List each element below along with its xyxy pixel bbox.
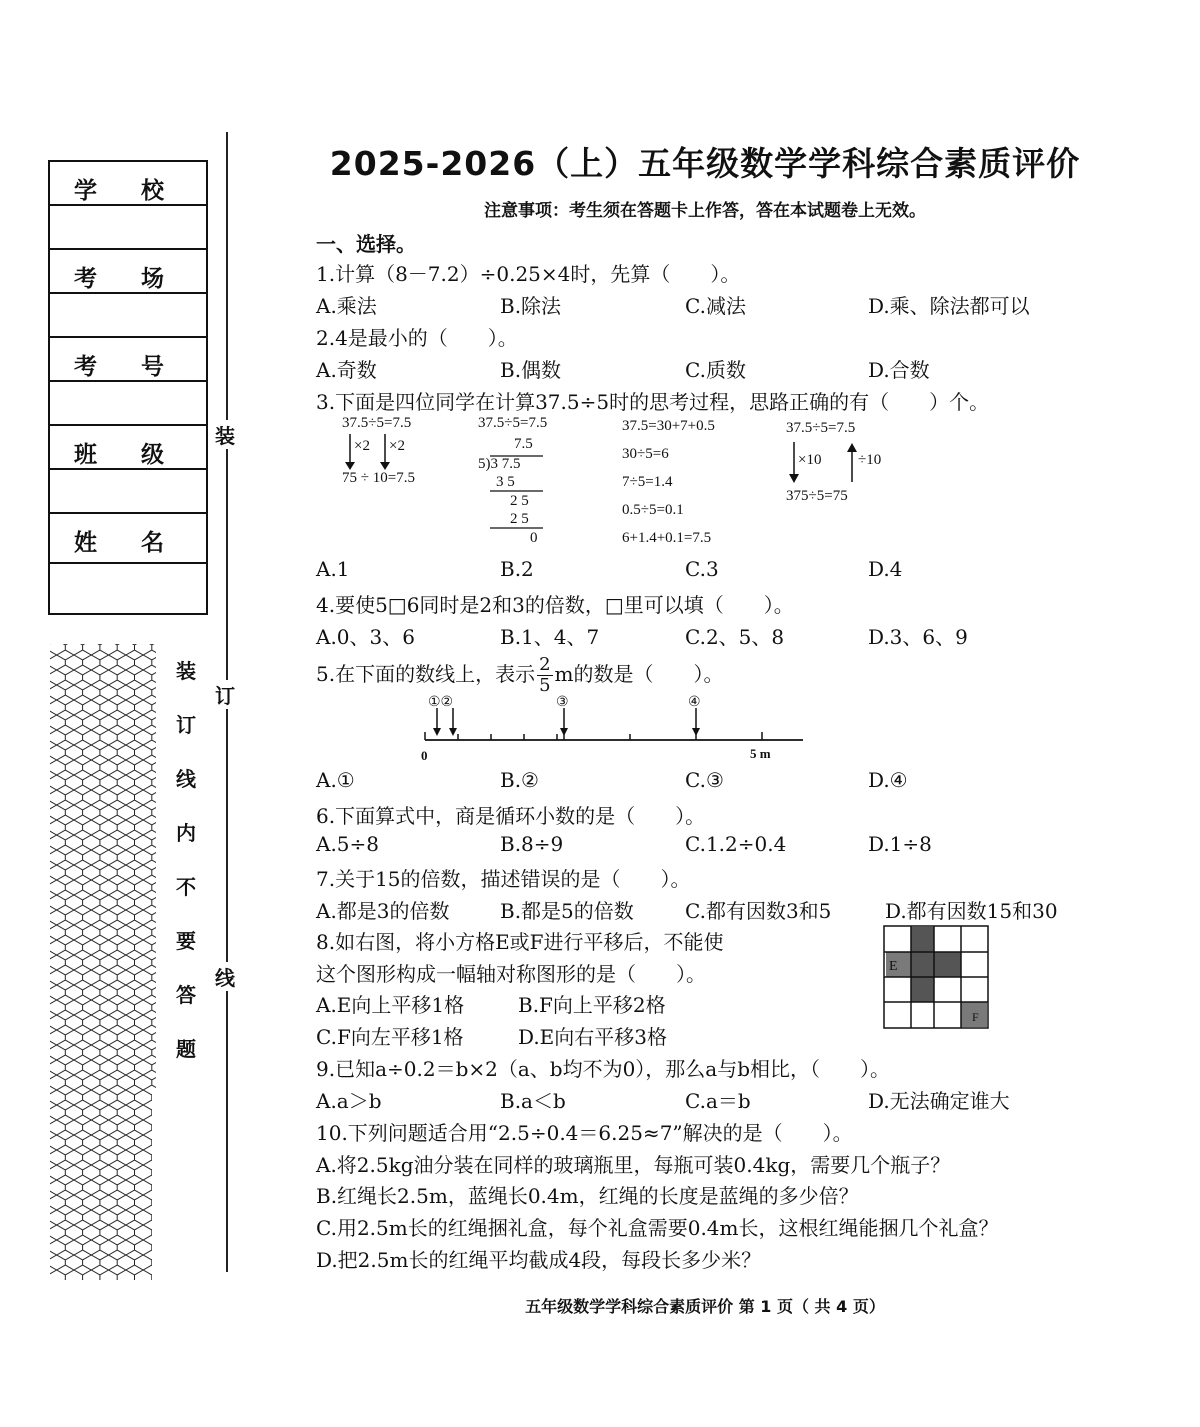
bind-char-7: 答 bbox=[176, 983, 196, 1007]
q2-stem: 2.4是最小的（ ）。 bbox=[316, 326, 518, 350]
q3-stem: 3.下面是四位同学在计算37.5÷5时的思考过程，思路正确的有（ ）个。 bbox=[316, 390, 990, 414]
q5-stem-post: m的数是（ ）。 bbox=[554, 662, 724, 686]
q9-option-d[interactable]: D.无法确定谁大 bbox=[868, 1089, 1010, 1113]
label-number: 考 号 bbox=[73, 354, 182, 380]
q7-stem: 7.关于15的倍数，描述错误的是（ ）。 bbox=[316, 867, 691, 891]
q3b-top: 37.5÷5=7.5 bbox=[478, 415, 548, 431]
q3d-div10: ÷10 bbox=[858, 452, 882, 468]
q7-option-c[interactable]: C.都有因数3和5 bbox=[685, 899, 832, 923]
q3a-x2-left: ×2 bbox=[354, 438, 370, 454]
student-info-box bbox=[48, 160, 208, 615]
q3-option-b[interactable]: B.2 bbox=[500, 557, 534, 581]
q3d-top: 37.5÷5=7.5 bbox=[786, 420, 856, 436]
q3c-line3: 7÷5=1.4 bbox=[622, 474, 673, 490]
q5-option-b[interactable]: B.② bbox=[500, 768, 539, 792]
label-room: 考 场 bbox=[73, 266, 182, 292]
margin-mark-3: 线 bbox=[215, 962, 235, 991]
q6-stem: 6.下面算式中，商是循环小数的是（ ）。 bbox=[316, 804, 706, 828]
margin-mark-1: 装 bbox=[215, 420, 235, 449]
q8-option-c[interactable]: C.F向左平移1格 bbox=[316, 1025, 464, 1049]
bind-char-1: 装 bbox=[176, 659, 196, 683]
q10-option-c[interactable]: C.用2.5m长的红绳捆礼盒，每个礼盒需要0.4m长，这根红绳能捆几个礼盒？ bbox=[316, 1216, 999, 1240]
q5-stem bbox=[316, 654, 724, 696]
q1-option-a[interactable]: A.乘法 bbox=[316, 294, 377, 318]
q3c-line5: 6+1.4+0.1=7.5 bbox=[622, 530, 712, 546]
bind-char-6: 要 bbox=[176, 929, 196, 953]
hex-pattern bbox=[48, 640, 228, 1280]
bind-char-5: 不 bbox=[176, 875, 196, 899]
q3c-line2: 30÷5=6 bbox=[622, 446, 669, 462]
q3a-x2-right: ×2 bbox=[389, 438, 405, 454]
q3d-bottom: 375÷5=75 bbox=[786, 488, 848, 504]
q4-stem: 4.要使5□6同时是2和3的倍数，□里可以填（ ）。 bbox=[316, 593, 794, 617]
q5-frac-den: 5 bbox=[539, 675, 551, 696]
q8-option-d[interactable]: D.E向右平移3格 bbox=[518, 1025, 668, 1049]
q8-stem-2: 这个图形构成一幅轴对称图形的是（ ）。 bbox=[316, 962, 706, 986]
numberline-end: 5 m bbox=[750, 746, 771, 761]
grid-label-e: E bbox=[889, 959, 898, 974]
q2-option-c[interactable]: C.质数 bbox=[685, 358, 746, 382]
q3b-dividend: 5)3 7.5 bbox=[478, 456, 521, 472]
q10-option-a[interactable]: A.将2.5kg油分装在同样的玻璃瓶里，每瓶可装0.4kg，需要几个瓶子？ bbox=[316, 1153, 951, 1177]
q2-option-a[interactable]: A.奇数 bbox=[316, 358, 377, 382]
bind-char-8: 题 bbox=[176, 1037, 196, 1061]
label-class: 班 级 bbox=[73, 442, 182, 468]
q1-stem: 1.计算（8－7.2）÷0.25×4时，先算（ ）。 bbox=[316, 262, 741, 286]
q3a-bottom: 75 ÷ 10=7.5 bbox=[342, 470, 415, 486]
q8-stem: 8.如右图，将小方格E或F进行平移后，不能使 bbox=[316, 930, 724, 954]
q3d-times10: ×10 bbox=[798, 452, 822, 468]
numberline-mark-12: ①② bbox=[428, 695, 454, 710]
q1-option-c[interactable]: C.减法 bbox=[685, 294, 746, 318]
q4-option-a[interactable]: A.0、3、6 bbox=[316, 625, 415, 649]
q5-fraction bbox=[537, 655, 552, 696]
q3a-top: 37.5÷5=7.5 bbox=[342, 415, 412, 431]
section-heading: 一、选择。 bbox=[316, 232, 416, 256]
q5-frac-num: 2 bbox=[539, 654, 551, 675]
label-name: 姓 名 bbox=[73, 530, 182, 556]
grid-label-f: F bbox=[972, 1010, 979, 1024]
info-blank-number[interactable] bbox=[50, 382, 206, 426]
q3b-step1: 3 5 bbox=[496, 474, 515, 490]
q3b-remainder: 0 bbox=[530, 530, 538, 546]
q5-option-a[interactable]: A.① bbox=[316, 768, 355, 792]
q3b-division-lines bbox=[478, 454, 548, 534]
q3-option-d[interactable]: D.4 bbox=[868, 557, 903, 581]
q4-option-d[interactable]: D.3、6、9 bbox=[868, 625, 968, 649]
numberline-mark-4: ④ bbox=[688, 695, 701, 710]
q1-option-b[interactable]: B.除法 bbox=[500, 294, 562, 318]
numberline-mark-3: ③ bbox=[556, 695, 569, 710]
q9-stem: 9.已知a÷0.2＝b×2（a、b均不为0），那么a与b相比，（ ）。 bbox=[316, 1057, 891, 1081]
q10-stem: 10.下列问题适合用“2.5÷0.4＝6.25≈7”解决的是（ ）。 bbox=[316, 1121, 853, 1145]
q3-option-c[interactable]: C.3 bbox=[685, 557, 719, 581]
q3c-line4: 0.5÷5=0.1 bbox=[622, 502, 684, 518]
info-blank-room[interactable] bbox=[50, 294, 206, 338]
q9-option-b[interactable]: B.a＜b bbox=[500, 1089, 566, 1113]
info-blank-school[interactable] bbox=[50, 206, 206, 250]
bind-char-3: 线 bbox=[176, 767, 196, 791]
q7-option-a[interactable]: A.都是3的倍数 bbox=[316, 899, 450, 923]
bind-char-2: 订 bbox=[176, 713, 196, 737]
bind-char-4: 内 bbox=[176, 821, 196, 845]
q6-option-a[interactable]: A.5÷8 bbox=[316, 832, 380, 856]
q4-option-c[interactable]: C.2、5、8 bbox=[685, 625, 785, 649]
q6-option-c[interactable]: C.1.2÷0.4 bbox=[685, 832, 787, 856]
q3-option-a[interactable]: A.1 bbox=[316, 557, 350, 581]
q3b-step3: 2 5 bbox=[510, 511, 529, 527]
q4-option-b[interactable]: B.1、4、7 bbox=[500, 625, 600, 649]
q9-option-c[interactable]: C.a＝b bbox=[685, 1089, 751, 1113]
q2-option-b[interactable]: B.偶数 bbox=[500, 358, 562, 382]
notice: 注意事项：考生须在答题卡上作答，答在本试题卷上无效。 bbox=[484, 201, 926, 221]
q10-option-d[interactable]: D.把2.5m长的红绳平均截成4段，每段长多少米？ bbox=[316, 1248, 762, 1272]
q5-option-d[interactable]: D.④ bbox=[868, 768, 908, 792]
page-title: 2025-2026（上）五年级数学学科综合素质评价 bbox=[329, 144, 1081, 183]
q3c-line1: 37.5=30+7+0.5 bbox=[622, 418, 715, 434]
q7-option-b[interactable]: B.都是5的倍数 bbox=[500, 899, 634, 923]
numberline-zero: 0 bbox=[421, 748, 428, 763]
q6-option-b[interactable]: B.8÷9 bbox=[500, 832, 564, 856]
q9-option-a[interactable]: A.a＞b bbox=[316, 1089, 382, 1113]
q2-option-d[interactable]: D.合数 bbox=[868, 358, 930, 382]
q3b-quotient: 7.5 bbox=[514, 436, 533, 452]
q7-option-d[interactable]: D.都有因数15和30 bbox=[885, 899, 1058, 923]
q8-option-b[interactable]: B.F向上平移2格 bbox=[518, 993, 666, 1017]
q1-option-d[interactable]: D.乘、除法都可以 bbox=[868, 294, 1030, 318]
q6-option-d[interactable]: D.1÷8 bbox=[868, 832, 932, 856]
info-blank-class[interactable] bbox=[50, 470, 206, 514]
margin-mark-2: 订 bbox=[215, 680, 235, 709]
q3b-step2: 2 5 bbox=[510, 493, 529, 509]
q10-option-b[interactable]: B.红绳长2.5m，蓝绳长0.4m，红绳的长度是蓝绳的多少倍？ bbox=[316, 1184, 859, 1208]
label-school: 学 校 bbox=[73, 178, 182, 204]
q8-option-a[interactable]: A.E向上平移1格 bbox=[316, 993, 465, 1017]
q5-option-c[interactable]: C.③ bbox=[685, 768, 724, 792]
q5-stem-pre: 5.在下面的数线上，表示 bbox=[316, 662, 536, 686]
page-footer: 五年级数学学科综合素质评价 第 1 页（ 共 4 页） bbox=[525, 1297, 885, 1316]
